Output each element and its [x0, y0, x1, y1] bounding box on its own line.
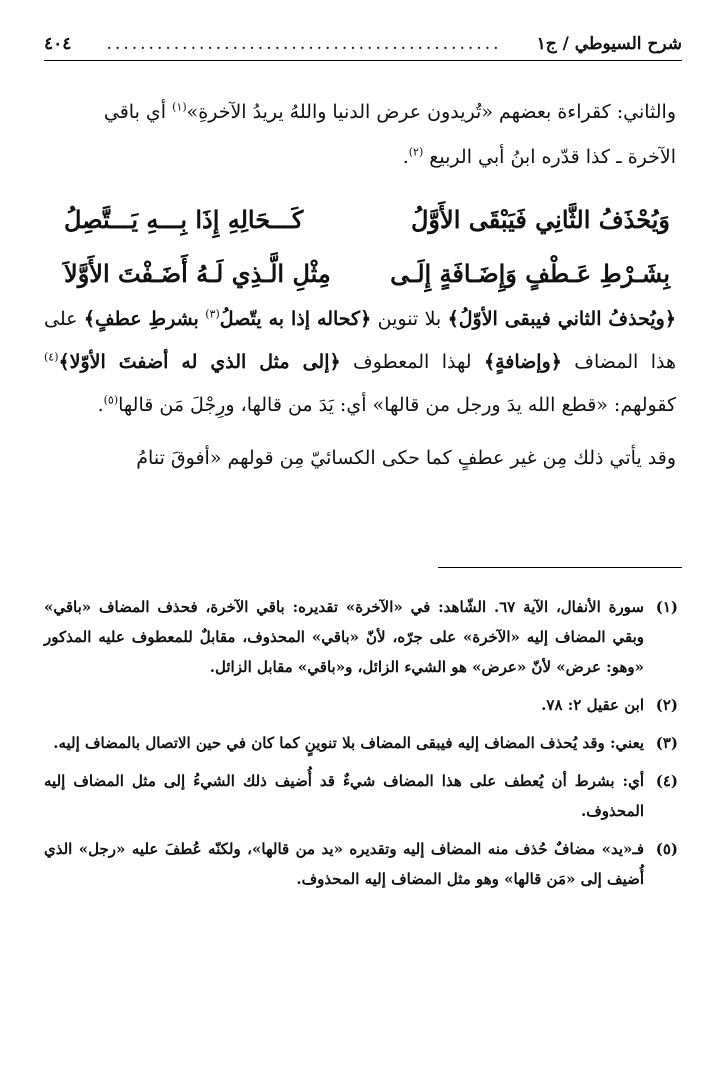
intro-line-2: الآخرة ـ كذا قدّره ابنُ أبي الربيع $^{(٢)}$. — [402, 145, 676, 168]
footnote-ref-1[interactable]: (١) — [172, 100, 187, 114]
verse-2-first-hemistich: بِشَـرْطِ عَـطْفٍ وَإِضَـافَةٍ إِلَـى — [390, 259, 670, 288]
page-number: ٤٠٤ — [44, 34, 72, 54]
footnote-3 — [44, 728, 678, 758]
running-header — [44, 30, 682, 58]
footnote-number: (١) — [655, 598, 678, 616]
intro-paragraph — [44, 90, 676, 180]
footnote-ref-5[interactable]: (٥) — [103, 393, 119, 407]
footnotes — [44, 592, 678, 902]
footnote-ref-2[interactable]: (٢) — [408, 145, 424, 159]
verse-1-second-hemistich: كَـــحَالِهِ إِذَا بِـــهِ يَـــتَّصِلُ — [64, 205, 304, 234]
footnote-text: أي: بشرط أن يُعطف على هذا المضاف شيءٌ قد أُضيف ذلك الشيءُ إلى مثل المضاف إليه المحذوف. — [44, 772, 644, 820]
footnote-5 — [44, 834, 678, 894]
verse-line-2 — [64, 247, 670, 301]
footnote-2 — [44, 690, 678, 720]
footnote-4 — [44, 766, 678, 826]
intro-line-1: والثاني: كقراءة بعضهم «تُريدون عرض الدنيا واللهُ يريدُ الآخرةِ»$^{(١)}$ أي باقي — [103, 100, 676, 123]
footnote-text: يعني: وقد يُحذف المضاف إليه فيبقى المضاف بلا تنوينٍ كما كان في حين الاتصال بالمضاف إليه. — [53, 734, 644, 752]
verse-block — [64, 193, 670, 301]
commentary-paragraph-1: ﴿ويُحذفُ الثاني فيبقى الأوّلُ﴾ بلا تنوين ﴿كحاله إذا به يتّصلُ$^{(٣)}$ بشرطِ عطفٍ﴾ على هذا المضاف ﴿وإضافةٍ﴾ لهذا المعطوف ﴿إلى مثل الذي له أضفتَ الأوّلا﴾$^{(٤)}$ كقولهم: «قطع الله يدَ ورجل من قالها» أي: يَدَ من قالها، ورِجْلَ مَن قالها$^{(٥)}$. — [44, 307, 676, 416]
footnote-ref-3[interactable]: (٣) — [205, 307, 220, 321]
header-leader-dots: ............................................... — [106, 34, 502, 54]
footnote-number: (٣) — [655, 734, 678, 752]
footnote-number: (٤) — [655, 772, 678, 790]
commentary-paragraph-2: وقد يأتي ذلك مِن غير عطفٍ كما حكى الكسائيّ مِن قولهم «أفوقَ تنامُ — [136, 447, 676, 469]
book-title: شرح السيوطي / ج١ — [536, 34, 682, 54]
verse-2-second-hemistich: مِثْلِ الَّـذِي لَـهُ أَضَـفْتَ الأَوَّلاَ — [64, 259, 331, 288]
footnote-text: سورة الأنفال، الآية ٦٧. الشّاهد: في «الآخرة» تقديره: باقي الآخرة، فحذف المضاف «باقي» وبقي المضاف إليه «الآخرة» على جرّه، لأنّ «باقي» المحذوف، مقابلٌ للمعطوف عليه المذكور «وهو: عرض» لأنّ «عرض» هو الشيء الزائل، و«باقي» مقابل الزائل. — [44, 598, 644, 676]
footnote-separator — [438, 567, 682, 568]
verse-line-1 — [64, 193, 670, 247]
header-rule — [44, 60, 682, 61]
verse-1-first-hemistich: وَيُحْذَفُ الثَّانِي فَيَبْقَى الأَوَّلُ — [410, 205, 670, 234]
footnote-number: (٢) — [655, 696, 678, 714]
footnote-number: (٥) — [655, 840, 678, 858]
footnote-1 — [44, 592, 678, 682]
footnote-text: فـ«يد» مضافٌ حُذف منه المضاف إليه وتقديره «يد من قالها»، ولكنّه عُطفَ عليه «رجل» الذي أُضيف إلى «مَن قالها» وهو مثل المضاف إليه المحذوف. — [44, 840, 644, 888]
footnote-text: ابن عقيل ٢: ٧٨. — [541, 696, 644, 714]
footnote-ref-4[interactable]: (٤) — [44, 350, 59, 364]
commentary-text — [44, 298, 676, 480]
